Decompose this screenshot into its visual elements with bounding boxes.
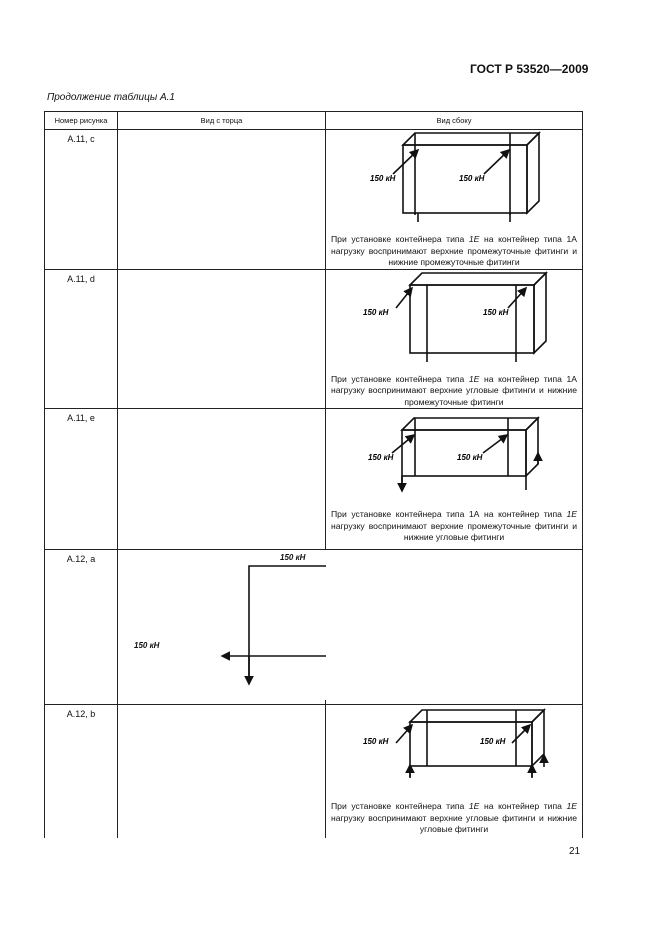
figure-note: При установке контейнера типа 1Е на контейнер типа 1А нагрузку воспринимают верхние промежуточные фитинги и нижние промежуточные фитинги xyxy=(331,234,577,267)
load-label: 150 кН xyxy=(370,174,396,183)
table-row xyxy=(45,705,583,838)
side-view-cell xyxy=(326,269,583,409)
figure-note: При установке контейнера типа 1А на контейнер типа 1Е нагрузку воспринимают верхние промежуточные фитинги и нижние угловые фитинги xyxy=(331,509,577,542)
table-caption: Продолжение таблицы А.1 xyxy=(47,92,175,103)
load-label: 150 кН xyxy=(457,453,483,462)
table-row xyxy=(45,130,583,270)
figure-note: При установке контейнера типа 1Е на контейнер типа 1Е нагрузку воспринимают верхние угловые фитинги и нижние угловые фитинги xyxy=(331,801,577,834)
figure-number: А.12, a xyxy=(45,550,118,705)
table-row xyxy=(45,269,583,409)
end-view-cell xyxy=(118,409,326,550)
load-label: 150 кН xyxy=(363,307,389,317)
side-view-diagram xyxy=(326,130,583,222)
end-view-cell xyxy=(118,269,326,409)
side-view-diagram xyxy=(326,270,583,362)
side-view-cell xyxy=(326,550,583,705)
table-header-row xyxy=(45,112,583,130)
end-view-cell xyxy=(118,705,326,838)
figure-number: А.11, e xyxy=(45,409,118,550)
side-view-cell xyxy=(326,705,583,838)
end-view-cell xyxy=(118,130,326,270)
figure-number: А.12, b xyxy=(45,705,118,838)
side-view-cell xyxy=(326,409,583,550)
load-label: 150 кН xyxy=(280,553,306,562)
side-view-cell xyxy=(326,130,583,270)
figure-number: А.11, c xyxy=(45,130,118,270)
side-view-diagram xyxy=(326,705,583,795)
load-label: 150 кН xyxy=(368,453,394,462)
side-view-diagram xyxy=(326,409,583,501)
load-label: 150 кН xyxy=(483,307,509,317)
page-number: 21 xyxy=(569,846,581,857)
header-side-view: Вид сбоку xyxy=(326,112,583,130)
load-label: 150 кН xyxy=(134,641,160,650)
header-figure-number: Номер рисунка xyxy=(45,112,118,130)
header-end-view: Вид с торца xyxy=(118,112,326,130)
figure-note: При установке контейнера типа 1Е на контейнер типа 1А нагрузку воспринимают верхние угловые фитинги и нижние промежуточные фитинги xyxy=(331,373,577,407)
table-row xyxy=(45,409,583,550)
load-label: 150 кН xyxy=(459,174,485,183)
load-table xyxy=(44,111,583,838)
load-label: 150 кН xyxy=(480,737,506,746)
table-row xyxy=(45,550,583,705)
end-view-frame-diagram xyxy=(118,550,326,700)
load-label: 150 кН xyxy=(363,737,389,746)
end-view-cell xyxy=(118,550,326,705)
figure-number: А.11, d xyxy=(45,269,118,409)
document-code: ГОСТ Р 53520—2009 xyxy=(470,62,589,76)
